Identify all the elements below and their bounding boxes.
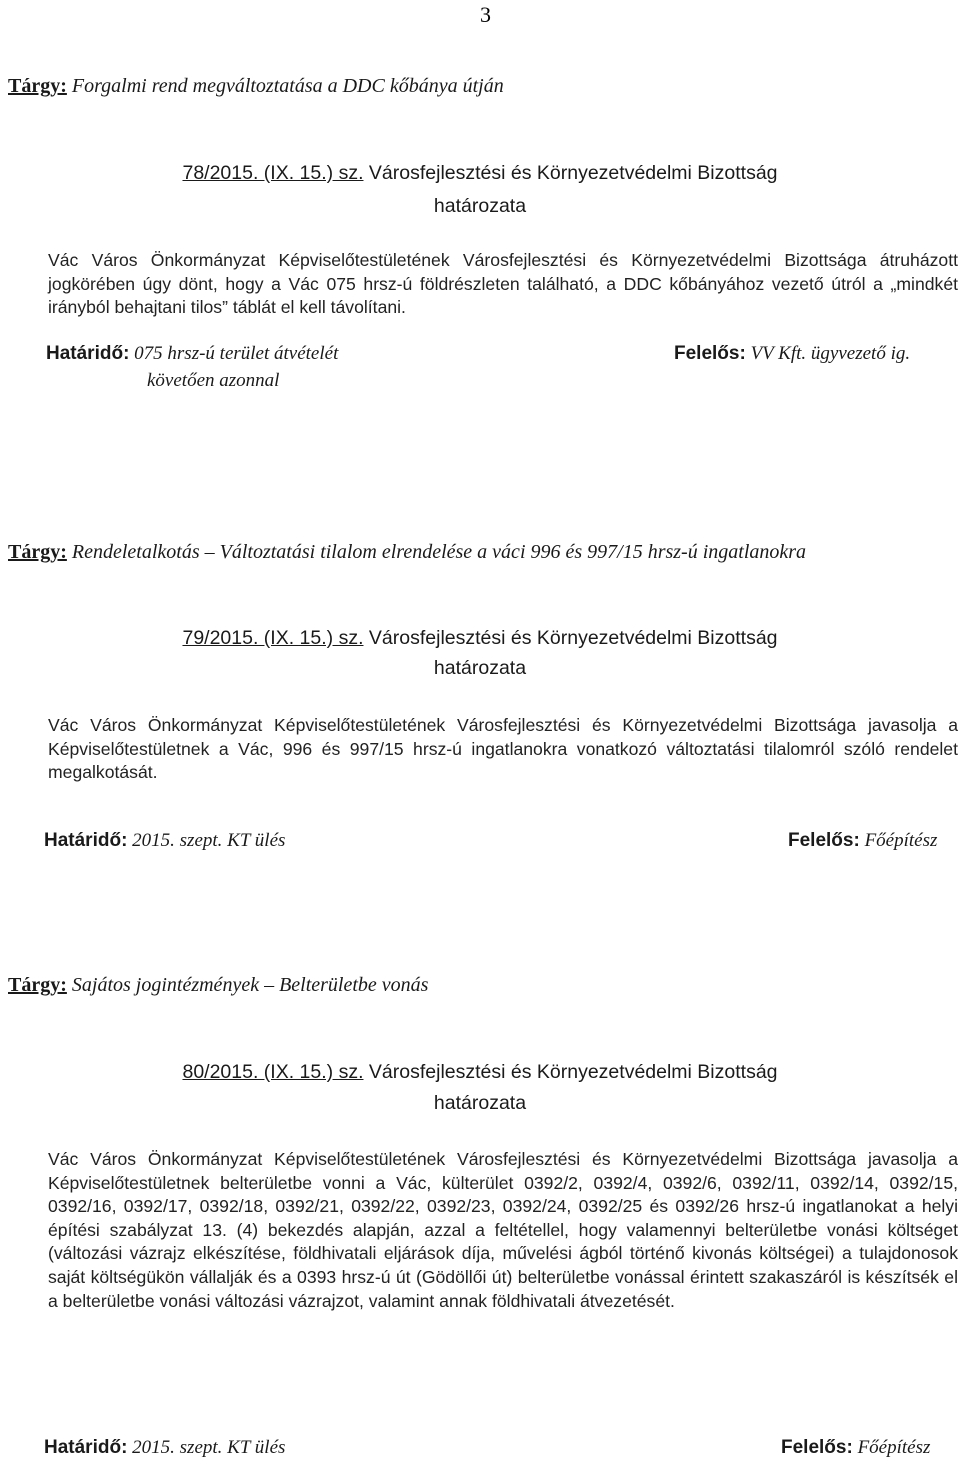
resolution-heading-1 xyxy=(0,162,960,185)
responsible-label: Felelős: xyxy=(674,343,746,364)
subject-line-2 xyxy=(8,541,806,564)
resolution-word-1: határozata xyxy=(433,195,527,217)
subject-text: Rendeletalkotás – Változtatási tilalom elrendelése a váci 996 és 997/15 hrsz-ú ingatlanokra xyxy=(71,541,807,563)
deadline-label: Határidő: xyxy=(44,830,128,851)
deadline-text: 2015. szept. KT ülés xyxy=(132,1437,286,1458)
resolution-body-1: Vác Város Önkormányzat Képviselőtestületének Városfejlesztési és Környezetvédelmi Bizottsága átruházott jogkörében úgy dönt, hogy a Vác 075 hrsz-ú földrészleten található, a DDC kőbányához vezető útról a „mindkét irányból behajtani tilos” táblát el kell távolítani. xyxy=(48,250,958,318)
deadline-1-continued: követően azonnal xyxy=(147,370,280,391)
subject-line-3 xyxy=(8,974,428,997)
resolution-number: 80/2015. (IX. 15.) sz. xyxy=(182,1061,364,1083)
deadline-2 xyxy=(44,830,285,852)
deadline-label: Határidő: xyxy=(44,1437,128,1458)
committee-name: Városfejlesztési és Környezetvédelmi Bizottság xyxy=(368,1061,778,1083)
resolution-word-2: határozata xyxy=(433,657,527,679)
subject-label: Tárgy: xyxy=(8,75,67,97)
responsible-3 xyxy=(781,1437,930,1459)
deadline-text: 075 hrsz-ú terület átvételét xyxy=(134,343,339,364)
committee-name: Városfejlesztési és Környezetvédelmi Bizottság xyxy=(368,162,778,184)
deadline-label: Határidő: xyxy=(46,343,130,364)
page-number: 3 xyxy=(480,2,491,27)
resolution-body-2: Vác Város Önkormányzat Képviselőtestületének Városfejlesztési és Környezetvédelmi Bizottsága javasolja a Képviselőtestületnek a Vác, 996 és 997/15 hrsz-ú ingatlanokra vonatkozó változtatási tilalomról szóló rendelet megalkotását. xyxy=(48,715,958,783)
resolution-number: 79/2015. (IX. 15.) sz. xyxy=(182,627,364,649)
committee-name: Városfejlesztési és Környezetvédelmi Bizottság xyxy=(368,627,778,649)
resolution-body-3: Vác Város Önkormányzat Képviselőtestületének Városfejlesztési és Környezetvédelmi Bizottsága javasolja a Képviselőtestületnek belterületbe vonni a Vác, külterület 0392/2, 0392/4, 0392/6, 0392/11, 0392/14, 0392/15, 0392/16, 0392/17, 0392/18, 0392/21, 0392/22, 0392/23, 0392/24, 0392/25 és 0392/26 hrsz-ú ingatlanokat a helyi építési szabályzat 13. (4) bekezdés alapján, azzal a feltétellel, hogy valamennyi belterületbe vonási költséget (változási vázrajz elkészítése, földhivatali eljárások díja, művelési ágból történő kivonás költségei) a tulajdonosok saját költségükön vállalják és a 0393 hrsz-ú út (Gödöllői út) belterületbe vonással érintett szakaszáról is készítsék el a belterületbe vonási változási vázrajzot, valamint annak földhivatali átvezetését. xyxy=(48,1149,958,1311)
subject-label: Tárgy: xyxy=(8,541,67,563)
subject-text: Forgalmi rend megváltoztatása a DDC kőbánya útján xyxy=(71,75,504,97)
responsible-text: Főépítész xyxy=(864,830,938,851)
responsible-text: Főépítész xyxy=(857,1437,931,1458)
resolution-heading-3 xyxy=(0,1061,960,1084)
deadline-3 xyxy=(44,1437,285,1459)
responsible-label: Felelős: xyxy=(788,830,860,851)
subject-label: Tárgy: xyxy=(8,974,67,996)
responsible-label: Felelős: xyxy=(781,1437,853,1458)
subject-line-1 xyxy=(8,75,504,98)
deadline-1 xyxy=(46,343,338,365)
responsible-1 xyxy=(674,343,910,365)
deadline-text: 2015. szept. KT ülés xyxy=(132,830,286,851)
responsible-text: VV Kft. ügyvezető ig. xyxy=(750,343,911,364)
responsible-2 xyxy=(788,830,937,852)
resolution-number: 78/2015. (IX. 15.) sz. xyxy=(182,162,364,184)
subject-text: Sajátos jogintézmények – Belterületbe vonás xyxy=(71,974,429,996)
resolution-word-3: határozata xyxy=(433,1092,527,1114)
resolution-heading-2 xyxy=(0,627,960,650)
